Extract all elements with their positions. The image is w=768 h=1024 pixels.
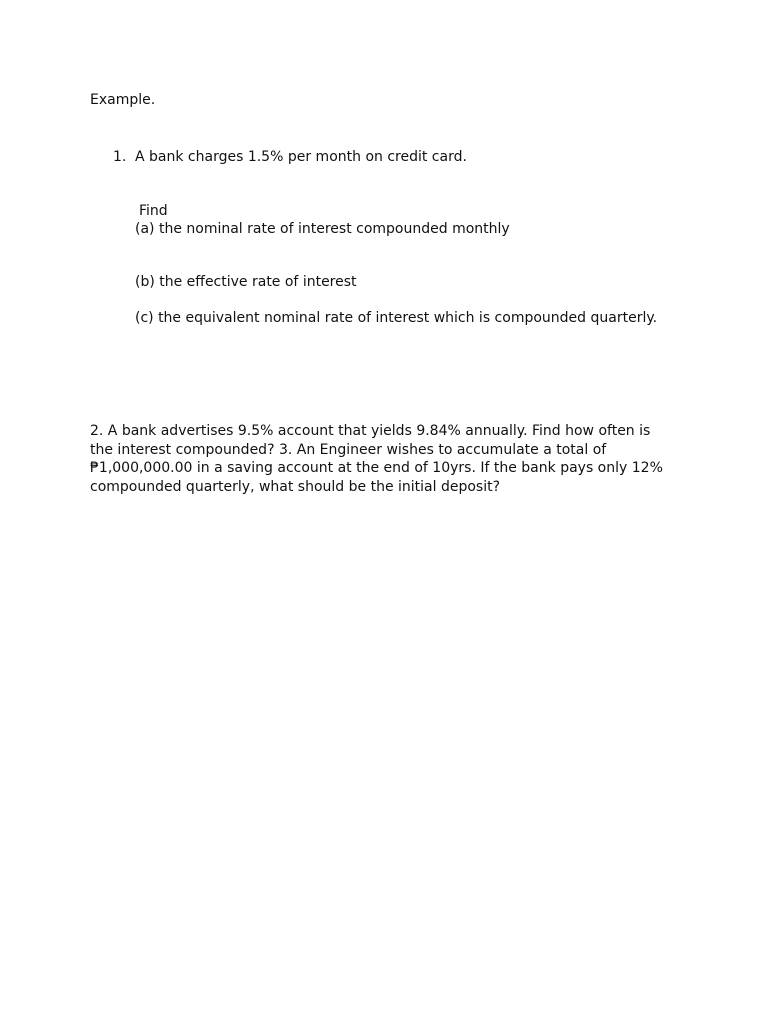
paragraph-line: the interest compounded? 3. An Engineer wishes to accumulate a total of — [90, 441, 607, 458]
question-1-text: A bank charges 1.5% per month on credit card. — [135, 149, 467, 165]
paragraph-line: ₱1,000,000.00 in a saving account at the end of 10yrs. If the bank pays only 12% — [90, 460, 663, 476]
question-1-part-b: (b) the effective rate of interest — [135, 274, 357, 290]
example-heading: Example. — [90, 92, 156, 108]
question-1-number: 1. — [113, 149, 127, 165]
paragraph-line: 2. A bank advertises 9.5% account that yields 9.84% annually. Find how often is — [90, 423, 651, 439]
paragraph-line: compounded quarterly, what should be the initial deposit? — [90, 478, 501, 495]
question-1-part-a: (a) the nominal rate of interest compounded monthly — [135, 221, 510, 237]
find-label: Find — [139, 203, 168, 219]
questions-2-3-paragraph — [90, 422, 670, 496]
question-1-part-c: (c) the equivalent nominal rate of interest which is compounded quarterly. — [135, 310, 658, 326]
